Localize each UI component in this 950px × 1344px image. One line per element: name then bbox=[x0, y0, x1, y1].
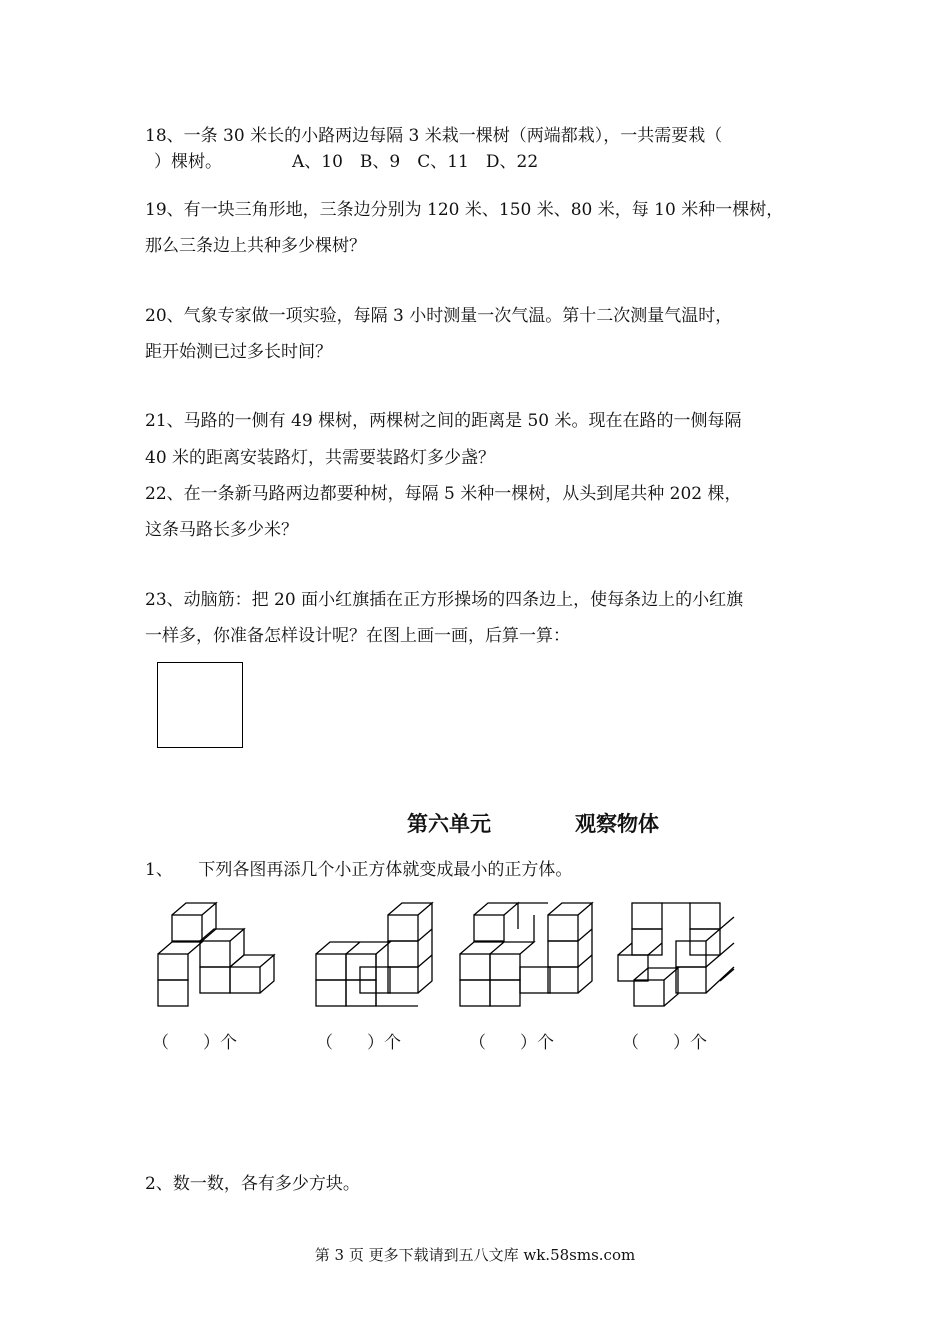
q23-line1: 23、动脑筋：把 20 面小红旗插在正方形操场的四条边上，使每条边上的小红旗 bbox=[145, 590, 744, 610]
unit-subtitle: 观察物体 bbox=[575, 812, 659, 836]
unit-question-1: 1、 下列各图再添几个小正方体就变成最小的正方体。 bbox=[145, 860, 573, 880]
option-a: A、10 bbox=[292, 152, 343, 172]
option-d: D、22 bbox=[485, 152, 539, 172]
q20-line1: 20、气象专家做一项实验，每隔 3 小时测量一次气温。第十二次测量气温时， bbox=[145, 306, 733, 326]
q19-line1: 19、有一块三角形地，三条边分别为 120 米、150 米、80 米，每 10 米种一棵树， bbox=[145, 200, 784, 220]
q21-line2: 40 米的距离安装路灯，共需要装路灯多少盏？ bbox=[145, 448, 496, 468]
q20-line2: 距开始测已过多长时间？ bbox=[145, 342, 332, 362]
q18-line2 bbox=[154, 150, 538, 174]
q22-line1: 22、在一条新马路两边都要种树，每隔 5 米种一棵树，从头到尾共种 202 棵， bbox=[145, 484, 742, 504]
answer-blank-1: （ ）个 bbox=[152, 1033, 237, 1053]
option-b: B、9 bbox=[359, 152, 401, 172]
q18-options bbox=[292, 150, 538, 174]
q23-line2: 一样多，你准备怎样设计呢？在图上画一画，后算一算： bbox=[145, 626, 570, 646]
cube-figure-4 bbox=[618, 903, 734, 1006]
cube-figure-1 bbox=[158, 903, 274, 1006]
answer-blank-4: （ ）个 bbox=[622, 1033, 707, 1053]
cube-figure-3 bbox=[460, 903, 592, 1006]
cube-figure-2 bbox=[316, 903, 432, 1006]
q18-line1: 18、一条 30 米长的小路两边每隔 3 米栽一棵树（两端都栽），一共需要栽（ bbox=[145, 126, 723, 146]
q21-line1: 21、马路的一侧有 49 棵树，两棵树之间的距离是 50 米。现在在路的一侧每隔 bbox=[145, 411, 742, 431]
q22-line2: 这条马路长多少米？ bbox=[145, 520, 298, 540]
answer-blank-2: （ ）个 bbox=[316, 1033, 401, 1053]
q19-line2: 那么三条边上共种多少棵树？ bbox=[145, 236, 366, 256]
option-c: C、11 bbox=[417, 152, 469, 172]
unit-title: 第六单元 bbox=[407, 812, 491, 836]
page-footer: 第 3 页 更多下载请到五八文库 wk.58sms.com bbox=[314, 1246, 636, 1264]
unit-question-2: 2、数一数，各有多少方块。 bbox=[145, 1174, 360, 1194]
cube-figures bbox=[150, 895, 750, 1015]
q18-text: ）棵树。 bbox=[154, 152, 222, 172]
answer-blank-3: （ ）个 bbox=[469, 1033, 554, 1053]
square-field-diagram bbox=[157, 662, 243, 748]
